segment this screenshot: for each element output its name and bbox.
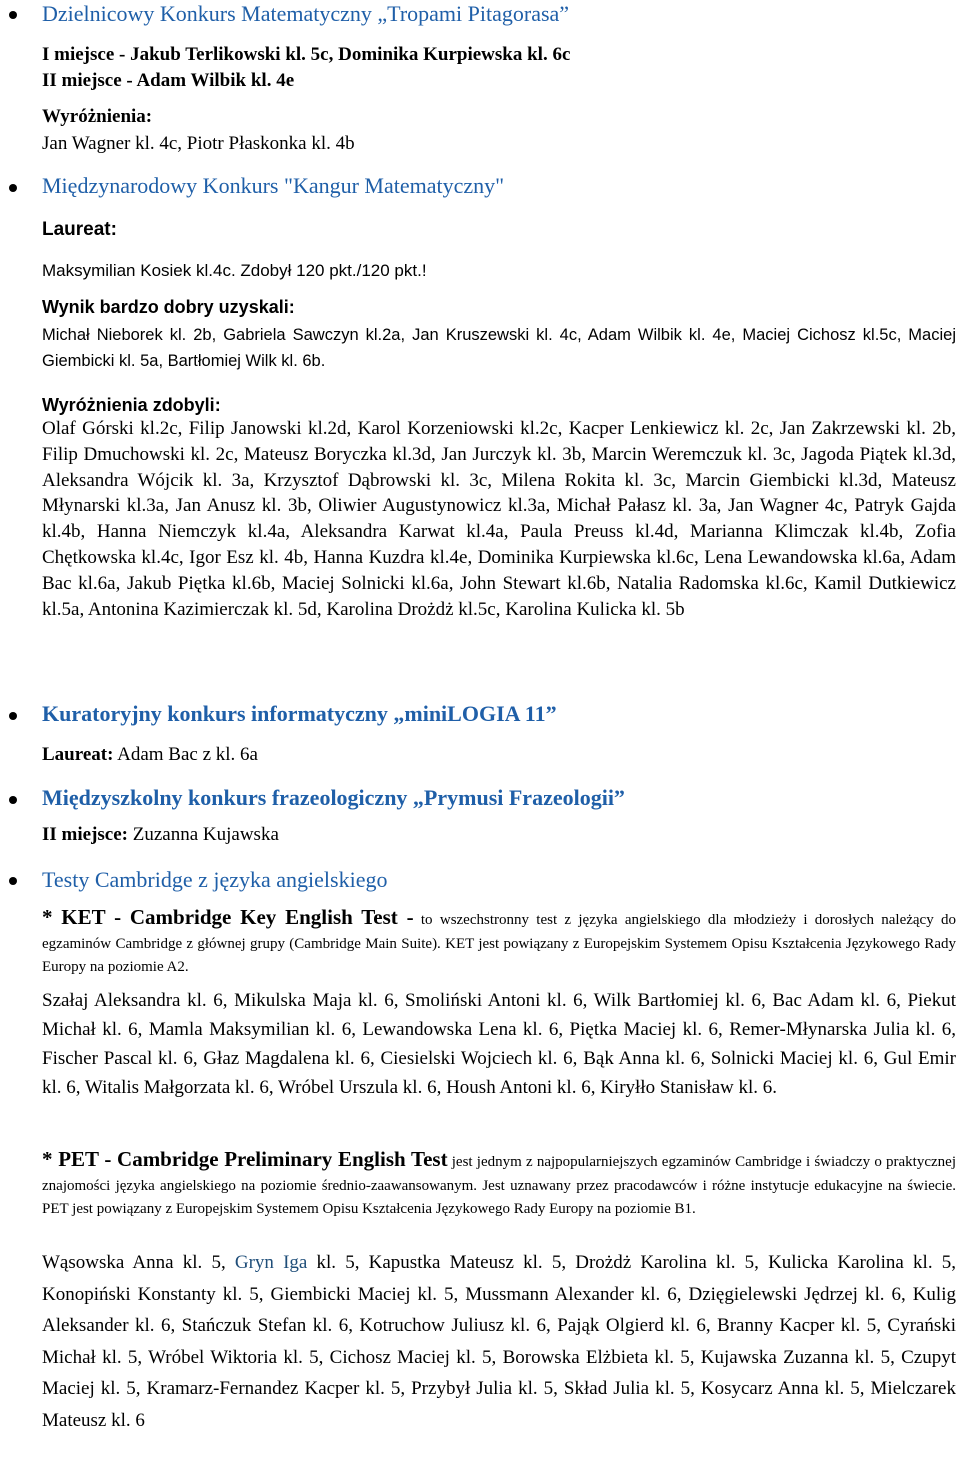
distinctions-label: Wyróżnienia: — [42, 106, 153, 127]
very-good-text: Michał Nieborek kl. 2b, Gabriela Sawczyn kl.2a, Jan Kruszewski kl. 4c, Adam Wilbik kl. 4e, Maciej Cichosz kl.5c, Maciej Giembicki kl. 5a, Bartłomiej Wilk kl. 6b. — [42, 326, 956, 370]
second-place-line: II miejsce - Adam Wilbik kl. 4e — [42, 70, 295, 91]
laureat-name: Adam Bac z kl. 6a — [113, 744, 258, 765]
bullet-icon — [9, 712, 17, 720]
pet-names-part-2: kl. 5, Kapustka Mateusz kl. 5, Drożdż Karolina kl. 5, Kulicka Karolina kl. 5, Konopiński Konstanty kl. 5, Giembicki Maciej kl. 5, Mussmann Alexander kl. 6, Dzięgielewski Jędrzej kl. 6, Kulig Aleksander kl. 6, Stańczuk Stefan kl. 6, Kotruchow Juliusz kl. 6, Pająk Olgierd kl. 6, Branny Kacper kl. 5, Cyrański Michał kl. 5, Wróbel Wiktoria kl. 5, Cichosz Maciej kl. 5, Borowska Elżbieta kl. 5, Kujawska Zuzanna kl. 5, Czupyt Maciej kl. 5, Kramarz-Fernandez Kacper kl. 5, Przybył Julia kl. 5, Skład Julia kl. 5, Kosycarz Anna kl. 5, Mielczarek Mateusz kl. 6 — [42, 1252, 956, 1431]
pet-names-part-1: Wąsowska Anna kl. 5, — [42, 1252, 235, 1273]
section-heading-pitagoras: Dzielnicowy Konkurs Matematyczny „Tropami Pitagorasa” — [42, 1, 570, 26]
bullet-icon — [9, 11, 17, 19]
pet-names-highlight: Gryn Iga — [234, 1252, 308, 1273]
laureat-label: Laureat: — [42, 219, 117, 240]
first-place-line: I miejsce - Jakub Terlikowski kl. 5c, Dominika Kurpiewska kl. 6c — [42, 44, 571, 65]
distinctions-text: Jan Wagner kl. 4c, Piotr Płaskonka kl. 4b — [42, 133, 355, 154]
place-label: II miejsce: — [42, 824, 128, 845]
distinctions-label-kangur: Wyróżnienia zdobyli: — [42, 395, 221, 415]
ket-description — [42, 906, 956, 980]
place-name: Zuzanna Kujawska — [128, 824, 279, 845]
laureat-text: Maksymilian Kosiek kl.4c. Zdobył 120 pkt./120 pkt.! — [42, 261, 427, 280]
frazeologia-result — [42, 822, 956, 848]
bullet-icon — [9, 184, 17, 192]
ket-desc: to wszechstronny test z języka angielskiego dla młodzieży i dorosłych należący do egzaminów Cambridge z głównej grupy (Cambridge Main Suite). KET jest powiązany z Europejskim Systemem Opisu Kształcenia Językowego Rady Europy na poziomie A2. — [42, 912, 957, 975]
ket-names: Szałaj Aleksandra kl. 6, Mikulska Maja kl. 6, Smoliński Antoni kl. 6, Wilk Bartłomiej kl. 6, Bac Adam kl. 6, Piekut Michał kl. 6, Mamla Maksymilian kl. 6, Lewandowska Lena kl. 6, Piętka Maciej kl. 6, Remer-Młynarska Julia kl. 6, Fischer Pascal kl. 6, Głaz Magdalena kl. 6, Ciesielski Wojciech kl. 6, Bąk Anna kl. 6, Solnicki Maciej kl. 6, Gul Emir kl. 6, Witalis Małgorzata kl. 6, Wróbel Urszula kl. 6, Housh Antoni kl. 6, Kiryłło Stanisław kl. 6. — [42, 990, 956, 1098]
pet-description — [42, 1148, 956, 1222]
pet-desc: jest jednym z najpopularniejszych egzaminów Cambridge i świadczy o praktycznej znajomości języka angielskiego na poziomie średnio-zaawansowanym. Jest uznawany przez pracodawców i różne instytucje edukacyjne na świecie. PET jest powiązany z Europejskim Systemem Opisu Kształcenia Językowego Rady Europy na poziomie B1. — [42, 1154, 956, 1217]
bullet-icon — [9, 796, 17, 804]
pet-names — [42, 1247, 956, 1436]
pet-title: * PET - Cambridge Preliminary English Test — [42, 1147, 448, 1171]
section-heading-kangur: Międzynarodowy Konkurs "Kangur Matematyczny" — [42, 173, 505, 198]
distinctions-text-kangur: Olaf Górski kl.2c, Filip Janowski kl.2d, Karol Korzeniowski kl.2c, Kacper Lenkiewicz kl. 2c, Jan Zakrzewski kl. 2b, Filip Dmuchowski kl. 2c, Mateusz Boryczka kl.3d, Jan Jurczyk kl. 3b, Marcin Weremczuk kl. 3c, Jagoda Piątek kl.3d, Aleksandra Wójcik kl. 3a, Krzysztof Dąbrowski kl. 3c, Milena Rokita kl. 3c, Marcin Giembicki kl.3d, Mateusz Młynarski kl.3a, Jan Anusz kl. 3b, Oliwier Augustynowicz kl.3a, Michał Pałasz kl. 3a, Jan Wagner 4c, Patryk Gajda kl.4b, Hanna Niemczyk kl.4a, Aleksandra Karwat kl.4a, Paula Preuss kl.4d, Marianna Klimczak kl.4b, Zofia Chętkowska kl.4c, Igor Esz kl. 4b, Hanna Kuzdra kl.4e, Dominika Kurpiewska kl.6c, Lena Lewandowska kl.6a, Adam Bac kl.6a, Jakub Piętka kl.6b, Maciej Solnicki kl.6a, John Stewart kl.6b, Natalia Radomska kl.6c, Kamil Dutkiewicz kl.5a, Antonina Kazimierczak kl. 5d, Karolina Drożdż kl.5c, Karolina Kulicka kl. 5b — [42, 418, 956, 620]
very-good-label: Wynik bardzo dobry uzyskali: — [42, 297, 295, 317]
section-heading-cambridge: Testy Cambridge z języka angielskiego — [42, 867, 388, 892]
ket-title: * KET - Cambridge Key English Test - — [42, 905, 414, 929]
section-heading-frazeologia: Międzyszkolny konkurs frazeologiczny „Prymusi Frazeologii” — [42, 785, 625, 810]
minilogia-result — [42, 742, 956, 768]
laureat-label: Laureat: — [42, 744, 114, 765]
bullet-icon — [9, 877, 17, 885]
section-heading-minilogia: Kuratoryjny konkurs informatyczny „miniLOGIA 11” — [42, 701, 557, 726]
